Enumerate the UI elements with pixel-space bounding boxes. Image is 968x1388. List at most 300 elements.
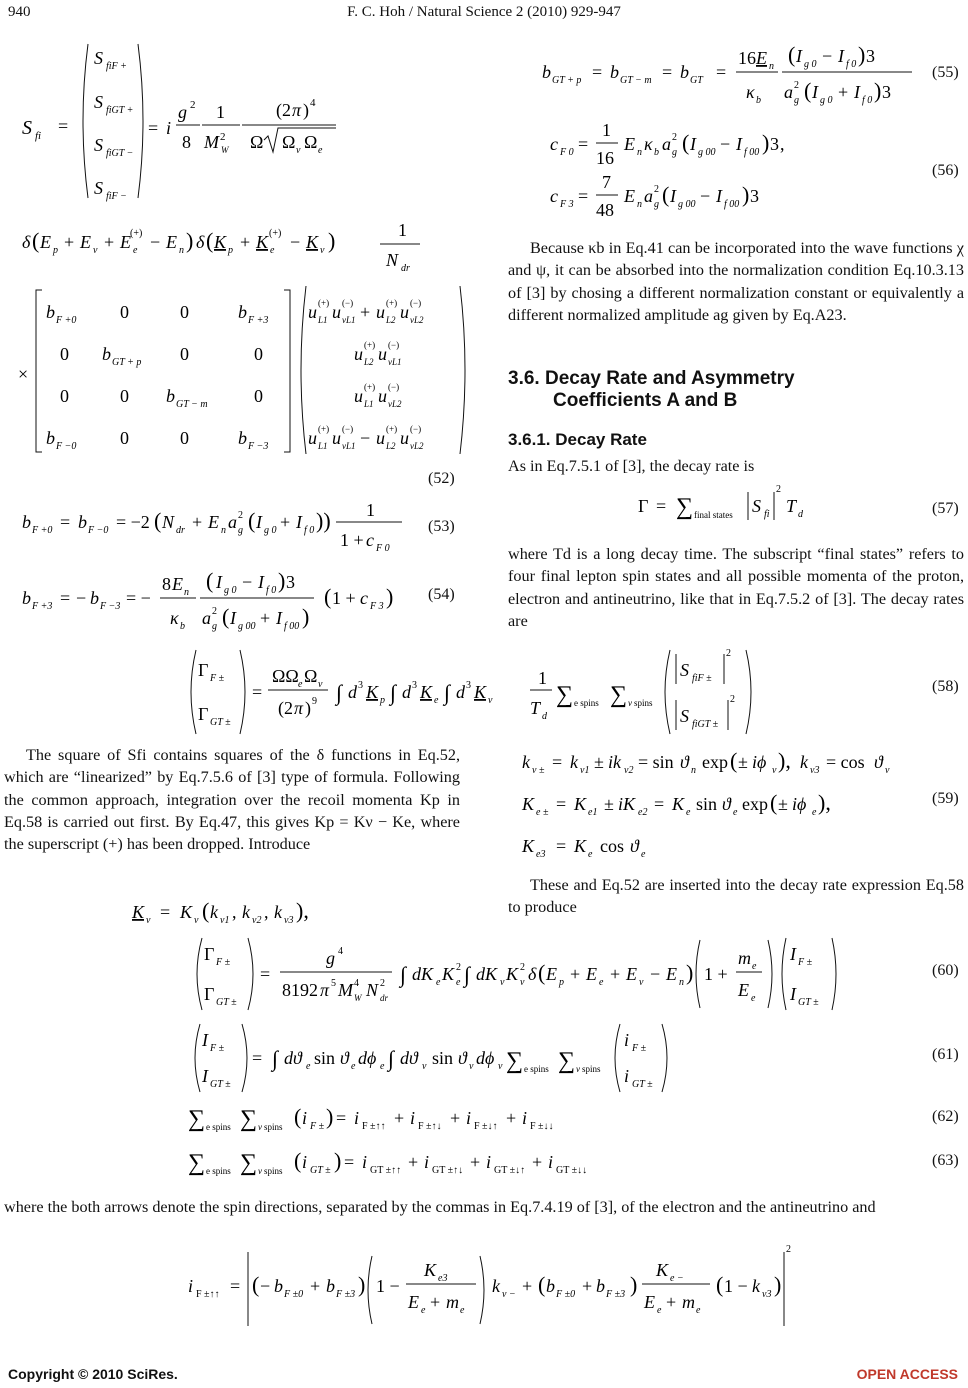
svg-text:F +0: F +0	[56, 315, 77, 326]
svg-text:T: T	[786, 496, 797, 516]
svg-text:): )	[686, 960, 694, 985]
page-header	[0, 2, 968, 24]
svg-text:(−): (−)	[388, 340, 400, 350]
svg-text:b: b	[274, 1276, 283, 1296]
svg-text:dϕ: dϕ	[476, 1048, 495, 1068]
svg-text:,: ,	[780, 134, 785, 154]
svg-text:δ: δ	[22, 232, 31, 252]
svg-text:GT ±: GT ±	[798, 997, 819, 1008]
svg-text:i: i	[302, 1152, 308, 1172]
svg-text:(+): (+)	[269, 228, 282, 239]
svg-text:2: 2	[380, 978, 385, 989]
svg-text:+: +	[104, 232, 115, 252]
svg-text:b: b	[756, 95, 761, 106]
svg-text:i: i	[548, 1152, 554, 1172]
svg-text:=: =	[662, 62, 673, 82]
svg-text:ν: ν	[469, 1061, 474, 1072]
svg-text:K: K	[474, 682, 487, 702]
svg-text:u: u	[332, 428, 341, 448]
svg-text:sin: sin	[314, 1048, 336, 1068]
svg-text:b: b	[90, 588, 99, 608]
paragraph-where-arrows: where the both arrows denote the spin directions, separated by the commas in Eq.7.4.19 of [3], of the electron and the antineutrino and	[4, 1198, 876, 1216]
equation-63	[186, 1144, 666, 1180]
svg-text:e spins: e spins	[206, 1122, 231, 1132]
svg-text:dϑ: dϑ	[284, 1048, 302, 1068]
svg-text:+: +	[408, 1152, 419, 1172]
svg-text:9: 9	[312, 696, 317, 707]
svg-text:e1: e1	[588, 807, 598, 818]
svg-text:Γ: Γ	[198, 704, 209, 724]
svg-text:K: K	[420, 682, 433, 702]
svg-text:(2: (2	[276, 100, 291, 120]
svg-text:2: 2	[220, 131, 226, 143]
svg-text:(: (	[730, 748, 738, 773]
svg-text:e: e	[436, 977, 441, 988]
svg-text:I: I	[670, 186, 676, 206]
svg-text:4: 4	[354, 978, 359, 989]
svg-text:u: u	[354, 386, 363, 406]
svg-text:∫: ∫	[388, 1046, 395, 1071]
svg-text:F 0: F 0	[560, 147, 574, 158]
svg-text:I: I	[690, 134, 696, 154]
svg-text:g: g	[672, 147, 677, 158]
svg-text:E: E	[172, 574, 183, 594]
svg-text:+: +	[450, 1108, 461, 1128]
svg-text:e: e	[380, 1061, 385, 1072]
svg-text:F ±0: F ±0	[556, 1289, 576, 1300]
svg-text:K: K	[132, 902, 145, 922]
svg-text:): )	[630, 1272, 638, 1297]
svg-text:n: n	[691, 765, 696, 776]
svg-text:fiGT −: fiGT −	[106, 148, 134, 159]
svg-text:g 0: g 0	[804, 59, 817, 70]
svg-text:i: i	[354, 1108, 360, 1128]
svg-text:F 0: F 0	[376, 543, 390, 554]
heading-section-3-6-line1: 3.6. Decay Rate and Asymmetry	[508, 368, 795, 389]
svg-text:2: 2	[212, 606, 217, 617]
svg-text:e: e	[686, 807, 691, 818]
svg-text:ν: ν	[422, 1061, 427, 1072]
svg-text:3: 3	[466, 680, 471, 691]
svg-text:iϕ: iϕ	[792, 794, 807, 814]
svg-text:E: E	[666, 964, 677, 984]
svg-text:): )	[858, 42, 866, 67]
svg-text:K: K	[442, 964, 455, 984]
svg-text:π: π	[320, 980, 330, 1000]
svg-text:u: u	[400, 302, 409, 322]
svg-text:48: 48	[596, 200, 614, 220]
svg-text:0: 0	[60, 344, 69, 364]
svg-text:p: p	[53, 245, 58, 256]
equation-number-62: (62)	[932, 1108, 959, 1125]
svg-text:c: c	[550, 134, 558, 154]
svg-text:cos: cos	[600, 836, 624, 856]
svg-text:= cos: = cos	[826, 752, 865, 772]
svg-text:I: I	[258, 572, 264, 592]
svg-text:u: u	[376, 428, 385, 448]
svg-text:F ±↓↓: F ±↓↓	[530, 1121, 554, 1132]
svg-text:e: e	[588, 849, 593, 860]
svg-text:+: +	[506, 1108, 517, 1128]
svg-text:4: 4	[310, 97, 316, 109]
svg-text:(: (	[804, 78, 812, 103]
svg-text:T: T	[530, 698, 541, 718]
svg-text:∑: ∑	[240, 1150, 258, 1176]
svg-text:g 0: g 0	[820, 95, 833, 106]
svg-text:n: n	[679, 977, 684, 988]
svg-text:ν1: ν1	[220, 915, 230, 926]
svg-text:ν: ν	[320, 245, 325, 256]
svg-text:): )	[302, 604, 310, 629]
svg-text:L1: L1	[364, 399, 374, 409]
svg-text:−: −	[650, 964, 661, 984]
svg-text:k: k	[274, 902, 282, 922]
svg-text:I: I	[790, 944, 796, 964]
svg-text:ν: ν	[296, 145, 301, 156]
svg-text:I: I	[230, 608, 236, 628]
svg-text:f 0: f 0	[304, 525, 315, 536]
svg-text:I: I	[854, 82, 860, 102]
heading-section-3-6	[508, 368, 964, 412]
svg-text:∫: ∫	[444, 680, 451, 705]
svg-text:−: −	[242, 572, 253, 592]
svg-text:fiF −: fiF −	[106, 191, 127, 202]
svg-text:=: =	[148, 118, 159, 138]
svg-text:∑: ∑	[556, 682, 574, 708]
svg-text:3: 3	[866, 46, 875, 66]
svg-text:spins: spins	[264, 1166, 283, 1176]
running-title: F. C. Hoh / Natural Science 2 (2010) 929-947	[347, 4, 621, 20]
svg-text:(: (	[202, 898, 210, 923]
svg-text:I: I	[296, 512, 302, 532]
svg-text:π: π	[292, 100, 302, 120]
svg-text:a: a	[784, 82, 793, 102]
svg-text:a: a	[662, 134, 671, 154]
svg-text:δ: δ	[528, 964, 537, 984]
svg-text:π: π	[294, 698, 304, 718]
equation-60	[186, 934, 876, 1014]
svg-text:GT ±: GT ±	[210, 1079, 231, 1090]
svg-text:∫: ∫	[390, 680, 397, 705]
svg-text:GT ±↓↓: GT ±↓↓	[556, 1165, 588, 1176]
svg-text:(: (	[662, 182, 670, 207]
svg-text:ν: ν	[146, 915, 151, 926]
svg-text:K: K	[306, 232, 319, 252]
svg-text:I: I	[716, 186, 722, 206]
svg-text:): )	[874, 78, 882, 103]
svg-text:Γ: Γ	[638, 496, 649, 516]
svg-text:=: =	[160, 902, 171, 922]
equation-matrix	[16, 282, 466, 462]
svg-text:+: +	[666, 1292, 677, 1312]
svg-text:N: N	[366, 980, 379, 1000]
svg-text:ν: ν	[628, 698, 632, 708]
svg-text:+: +	[240, 232, 251, 252]
svg-text:exp: exp	[742, 794, 768, 814]
svg-text:g: g	[326, 948, 335, 968]
svg-text:2: 2	[786, 1244, 791, 1255]
svg-text:ν: ν	[500, 977, 505, 988]
svg-text:b: b	[238, 428, 247, 448]
svg-text:spins: spins	[264, 1122, 283, 1132]
svg-text:1: 1	[538, 668, 547, 688]
svg-text:S: S	[680, 706, 689, 726]
svg-text:+: +	[610, 964, 621, 984]
svg-text:−: −	[290, 232, 301, 252]
svg-text:e spins: e spins	[524, 1064, 549, 1074]
svg-text:k: k	[492, 1276, 500, 1296]
svg-text:2: 2	[238, 510, 243, 521]
svg-text:ν: ν	[318, 679, 323, 690]
svg-text:GT ±↑↑: GT ±↑↑	[370, 1165, 402, 1176]
equation-number-59: (59)	[932, 790, 959, 807]
copyright-notice: Copyright © 2010 SciRes.	[8, 1366, 178, 1382]
svg-text:fiGT +: fiGT +	[106, 105, 134, 116]
svg-text:+: +	[532, 1152, 543, 1172]
svg-text:M: M	[204, 132, 219, 152]
svg-text:k: k	[570, 752, 578, 772]
svg-text:E: E	[756, 48, 767, 68]
svg-text:=: =	[252, 1048, 263, 1068]
svg-text:i: i	[624, 1030, 630, 1050]
svg-text:K: K	[424, 1260, 437, 1280]
svg-text:νL2: νL2	[410, 441, 424, 451]
svg-text:W: W	[354, 993, 362, 1003]
equation-number-56: (56)	[932, 162, 959, 179]
svg-text:δ: δ	[196, 232, 205, 252]
svg-text:ϑ: ϑ	[340, 1048, 349, 1068]
svg-text:+: +	[64, 232, 75, 252]
svg-text:spins: spins	[582, 1064, 601, 1074]
svg-text:F 3: F 3	[560, 199, 574, 210]
svg-text:κ: κ	[644, 134, 653, 154]
svg-text:F ±3: F ±3	[336, 1289, 356, 1300]
svg-text:K: K	[656, 1260, 669, 1280]
svg-text:(: (	[206, 228, 214, 253]
svg-text:F +3: F +3	[32, 601, 53, 612]
svg-text:(: (	[252, 1272, 260, 1297]
svg-text:Ω: Ω	[304, 132, 318, 152]
svg-text:16: 16	[596, 148, 614, 168]
svg-text:ν3: ν3	[810, 765, 820, 776]
svg-text:): )	[326, 1104, 334, 1129]
svg-text:ν2: ν2	[252, 915, 262, 926]
svg-text:K: K	[574, 836, 587, 856]
svg-text:i: i	[486, 1152, 492, 1172]
svg-text:(+): (+)	[364, 382, 376, 392]
svg-text:)): ))	[316, 508, 331, 533]
svg-text:(−): (−)	[410, 424, 422, 434]
svg-text:8: 8	[182, 132, 191, 152]
svg-text:2: 2	[672, 132, 677, 143]
equation-number-57: (57)	[932, 500, 959, 517]
svg-text:L2: L2	[364, 357, 374, 367]
svg-text:0: 0	[120, 302, 129, 322]
svg-text:=: =	[60, 512, 71, 532]
equation-number-63: (63)	[932, 1152, 959, 1169]
svg-text:=: =	[552, 752, 563, 772]
svg-text:fiGT ±: fiGT ±	[692, 719, 719, 730]
svg-text:g 0: g 0	[264, 525, 277, 536]
svg-text:b: b	[78, 512, 87, 532]
svg-text:n: n	[637, 199, 642, 210]
svg-text:S: S	[94, 48, 103, 68]
svg-text:×: ×	[18, 364, 29, 384]
svg-text:b: b	[166, 386, 175, 406]
page-number: 940	[8, 4, 31, 20]
svg-text:fiF +: fiF +	[106, 61, 127, 72]
svg-text:F +0: F +0	[32, 525, 53, 536]
svg-text:0: 0	[120, 428, 129, 448]
equation-53	[20, 498, 410, 558]
svg-text:L1: L1	[318, 315, 328, 325]
svg-text:e3: e3	[536, 849, 546, 860]
svg-text:2: 2	[190, 99, 196, 111]
svg-text:3: 3	[750, 186, 759, 206]
svg-text:F −3: F −3	[248, 441, 269, 452]
svg-text:= sin: = sin	[638, 752, 674, 772]
svg-text:±: ±	[778, 794, 788, 814]
svg-text:(−): (−)	[388, 382, 400, 392]
svg-text:f 00: f 00	[724, 199, 740, 210]
svg-text:GT: GT	[690, 75, 703, 86]
svg-text:0: 0	[254, 386, 263, 406]
svg-text:i: i	[188, 1276, 194, 1296]
svg-text:(+): (+)	[318, 424, 330, 434]
svg-text:fi: fi	[764, 509, 770, 520]
svg-text:νL1: νL1	[388, 357, 402, 367]
svg-text:g 00: g 00	[698, 147, 716, 158]
svg-text:3: 3	[882, 82, 891, 102]
svg-text:0: 0	[180, 302, 189, 322]
svg-text:i: i	[424, 1152, 430, 1172]
svg-text:ν: ν	[639, 977, 644, 988]
svg-text:c: c	[366, 530, 374, 550]
svg-text:F ±: F ±	[216, 957, 231, 968]
svg-text:b: b	[326, 1276, 335, 1296]
svg-text:F ±: F ±	[210, 1043, 225, 1054]
svg-text:b: b	[238, 302, 247, 322]
svg-text:=: =	[230, 1276, 241, 1296]
svg-text:S: S	[94, 92, 103, 112]
svg-text:(+): (+)	[386, 298, 398, 308]
equation-number-58: (58)	[932, 678, 959, 695]
svg-text:3: 3	[770, 134, 779, 154]
svg-text:1 +: 1 +	[332, 588, 356, 608]
svg-text:∫: ∫	[272, 1046, 279, 1071]
svg-text:1 −: 1 −	[724, 1276, 748, 1296]
equation-k-nu	[130, 894, 370, 928]
svg-text:a: a	[202, 608, 211, 628]
svg-text:): )	[334, 1148, 342, 1173]
svg-text:e −: e −	[670, 1273, 684, 1284]
svg-text:=: =	[578, 134, 589, 154]
svg-text:): )	[774, 1272, 782, 1297]
svg-text:g: g	[654, 199, 659, 210]
svg-text:dK: dK	[476, 964, 498, 984]
svg-text:b: b	[22, 512, 31, 532]
svg-text:spins: spins	[634, 698, 653, 708]
svg-text:(: (	[788, 42, 796, 67]
svg-text:m: m	[682, 1292, 695, 1312]
svg-text:(+): (+)	[386, 424, 398, 434]
svg-text:= −2: = −2	[116, 512, 150, 532]
svg-text:∑: ∑	[188, 1150, 206, 1176]
svg-text:(: (	[294, 1148, 302, 1173]
svg-text:sin: sin	[696, 794, 718, 814]
svg-text:e: e	[306, 1061, 311, 1072]
svg-text:p: p	[380, 695, 385, 706]
svg-text:−: −	[76, 588, 87, 608]
svg-text:b: b	[542, 62, 551, 82]
svg-text:(: (	[206, 568, 214, 593]
svg-text:ϑ: ϑ	[874, 752, 883, 772]
svg-text:F ±↓↑: F ±↓↑	[474, 1121, 498, 1132]
svg-text:3: 3	[358, 680, 363, 691]
svg-text:νL2: νL2	[388, 399, 402, 409]
svg-text:u: u	[400, 428, 409, 448]
svg-text:Γ: Γ	[204, 984, 215, 1004]
equation-62	[186, 1100, 626, 1136]
equation-59	[520, 740, 920, 862]
svg-text:g: g	[238, 525, 243, 536]
svg-text:I: I	[256, 512, 262, 532]
svg-text:K: K	[522, 836, 535, 856]
svg-text:d: d	[348, 682, 357, 702]
svg-text:κ: κ	[170, 608, 179, 628]
svg-text:e ±: e ±	[536, 807, 549, 818]
svg-text:E: E	[40, 232, 51, 252]
svg-text:a: a	[644, 186, 653, 206]
equation-number-53: (53)	[428, 518, 455, 535]
svg-text:d: d	[456, 682, 465, 702]
svg-text:GT ±: GT ±	[310, 1165, 331, 1176]
svg-text:W: W	[221, 145, 229, 155]
svg-text:(: (	[538, 1272, 546, 1297]
svg-text:e: e	[733, 807, 738, 818]
svg-text:νL1: νL1	[342, 441, 356, 451]
svg-text:u: u	[378, 344, 387, 364]
svg-text:e: e	[351, 1061, 356, 1072]
svg-text:+: +	[394, 1108, 405, 1128]
svg-text:dK: dK	[412, 964, 434, 984]
svg-text:±: ±	[604, 794, 614, 814]
svg-text:ϑ: ϑ	[680, 752, 689, 772]
svg-text:m: m	[446, 1292, 459, 1312]
svg-text:+: +	[280, 512, 291, 532]
svg-text:νL1: νL1	[342, 315, 356, 325]
svg-text:e: e	[696, 1305, 701, 1316]
svg-text:n: n	[184, 587, 189, 598]
svg-text:),: ),	[778, 748, 791, 773]
svg-text:m: m	[738, 948, 751, 968]
svg-text:b: b	[680, 62, 689, 82]
equation-number-55: (55)	[932, 64, 959, 81]
svg-text:f 00: f 00	[284, 621, 300, 632]
svg-text:b: b	[180, 621, 185, 632]
svg-text:∑: ∑	[188, 1106, 206, 1132]
svg-text:2: 2	[776, 484, 781, 495]
svg-text:i: i	[362, 1152, 368, 1172]
svg-text:e: e	[298, 679, 303, 690]
svg-text:K: K	[366, 682, 379, 702]
svg-text:2: 2	[456, 962, 461, 973]
svg-text:g 00: g 00	[678, 199, 696, 210]
svg-text:=: =	[716, 62, 727, 82]
svg-text:K: K	[214, 232, 227, 252]
svg-text:(: (	[682, 130, 690, 155]
svg-text:ν: ν	[576, 1064, 580, 1074]
